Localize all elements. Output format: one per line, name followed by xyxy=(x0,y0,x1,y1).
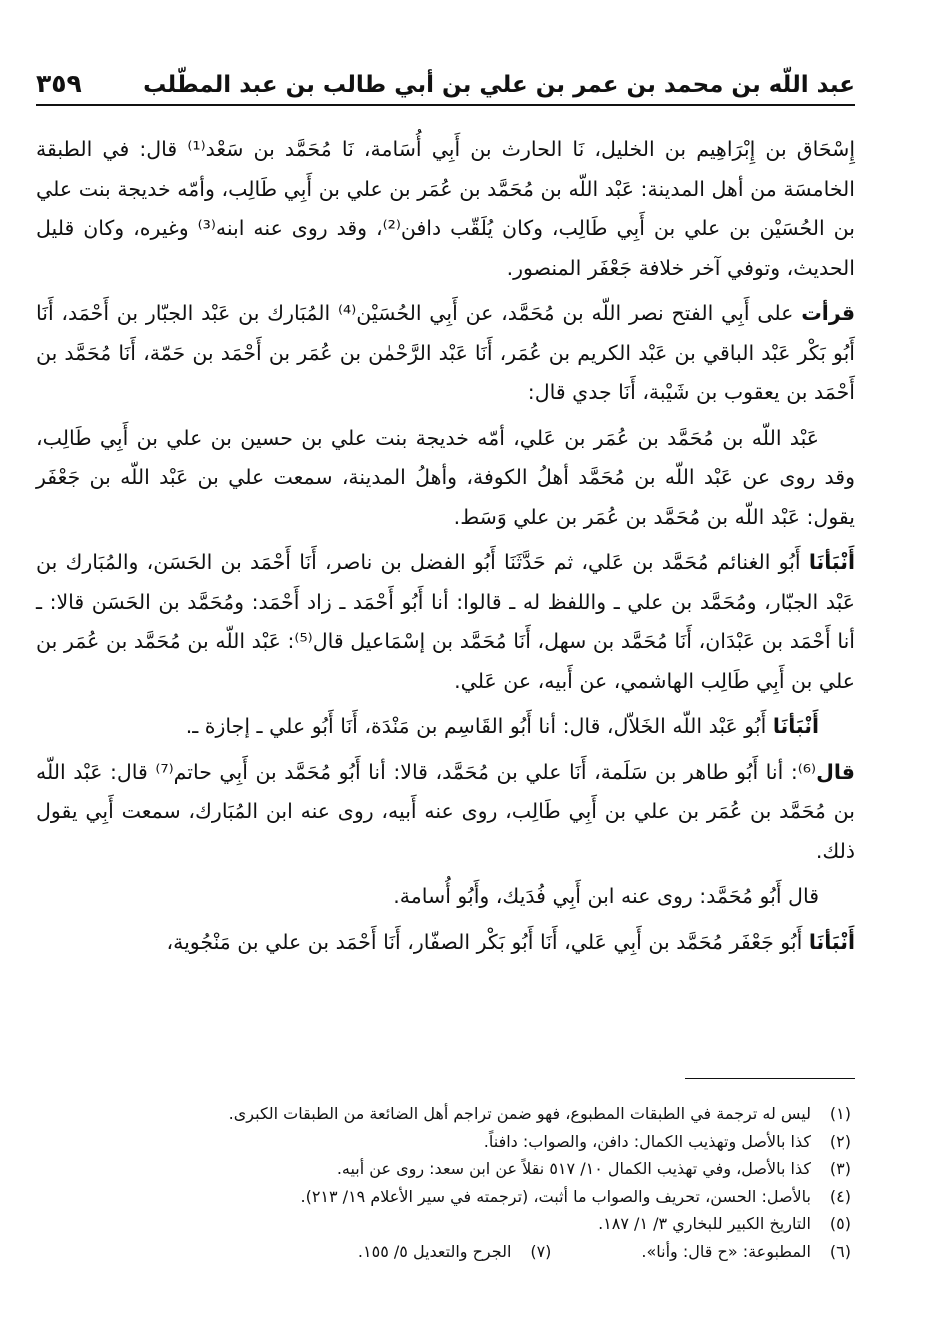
paragraph-text: أَبُو عَبْد اللّه الخَلاّل، قال: أنا أَبُو القَاسِم بن مَنْدَة، أَنَا أَبُو علي ـ إجازة ـ. xyxy=(185,714,773,738)
footnote xyxy=(36,1183,851,1211)
footnote-divider xyxy=(685,1078,855,1079)
footnote-number: (٧) xyxy=(530,1241,552,1261)
footnote xyxy=(358,1238,552,1266)
footnote xyxy=(36,1128,851,1156)
footnote-row xyxy=(36,1238,851,1266)
page-header xyxy=(36,66,855,106)
paragraph-text: قال أَبُو مُحَمَّد: روى عنه ابن أَبِي فُدَيك، وأَبُو أُسامة. xyxy=(393,884,819,908)
paragraph xyxy=(36,753,855,872)
paragraph-text: أَبُو جَعْفَر مُحَمَّد بن أَبِي عَلي، أَنَا أَبُو بَكْر الصفّار، أَنَا أَحْمَد بن علي بن مَنْجُوية، xyxy=(166,929,809,954)
footnote-number: (٤) xyxy=(829,1186,851,1206)
running-title: عبد اللّه بن محمد بن عمر بن علي بن أبي طالب بن عبد المطّلب xyxy=(143,72,855,98)
paragraph xyxy=(36,294,855,413)
page-number: ٣٥٩ xyxy=(36,69,82,98)
footnote-number: (١) xyxy=(829,1104,851,1123)
paragraph xyxy=(36,419,855,538)
paragraph-lead: أَنْبَأنَا xyxy=(772,714,819,738)
paragraph-lead: قال xyxy=(816,759,855,784)
paragraph xyxy=(36,923,855,963)
paragraph-lead: قرأت xyxy=(801,301,855,325)
footnote-number: (٣) xyxy=(829,1159,851,1178)
footnote xyxy=(36,1155,851,1183)
paragraph-text: على أَبِي الفتح نصر اللّه بن مُحَمَّد، عن أَبِي الحُسَيْن⁽⁴⁾ المُبَارك بن عَبْد الجبّار بن أَحْمَد، أَنَا أَبُو بَكْر عَبْد الباقي بن عَبْد الكريم بن عُمَر، أَنَا عَبْد الرَّحْمٰن بن عُمَر بن أَحْمَد بن حَمّة، أَنَا مُحَمَّد بن أَحْمَد بن يعقوب بن شَيْبة، أَنَا جدي قال: xyxy=(36,301,855,404)
footnote-text: التاريخ الكبير للبخاري ٣/ ١/ ١٨٧. xyxy=(598,1214,811,1233)
footnotes xyxy=(36,1100,851,1265)
paragraph-text: إِسْحَاق بن إِبْرَاهِيم بن الخليل، نَا الحارث بن أَبِي أُسَامة، نَا مُحَمَّد بن سَعْد⁽¹⁾ قال: في الطبقة الخامسَة من أهل المدينة: عَبْد اللّه بن مُحَمَّد بن عُمَر بن علي بن أَبِي طَالِب، وأمّه خديجة بنت علي بن الحُسَيْن بن علي بن أَبِي طَالِب، وكان يُلَقّب دافن⁽²⁾، وقد روى عنه ابنه⁽³⁾ وغيره، وكان قليل الحديث، وتوفي آخر خلافة جَعْفَر المنصور. xyxy=(36,137,856,280)
paragraph xyxy=(36,877,855,917)
paragraph xyxy=(36,707,855,747)
paragraph-text: عَبْد اللّه بن مُحَمَّد بن عُمَر بن عَلي، أمّه خديجة بنت علي بن حسين بن علي بن أَبِي طَالِب، وقد روى عن عَبْد اللّه بن مُحَمَّد أهلُ الكوفة، وأهلُ المدينة، سمعت علي بن عَبْد اللّه بن جَعْفَر يقول: عَبْد اللّه بن مُحَمَّد بن عُمَر بن علي وَسَط. xyxy=(36,425,855,529)
footnote-text: الجرح والتعديل ٥/ ١٥٥. xyxy=(357,1241,512,1261)
paragraph-text: أَبُو الغنائم مُحَمَّد بن عَلي، ثم حَدَّثَنَا أَبُو الفضل بن ناصر، أَنَا أَحْمَد بن الحَسَن، والمُبَارك بن عَبْد الجبّار، ومُحَمَّد بن علي ـ واللفظ له ـ قالوا: أنا أَبُو أَحْمَد ـ زاد أَحْمَد: ومُحَمَّد بن الحَسَن قالا: ـ أنا أَحْمَد بن عَبْدَان، أَنَا مُحَمَّد بن سهل، أَنَا مُحَمَّد بن إسْمَاعيل قال⁽⁵⁾: عَبْد اللّه بن مُحَمَّد بن عُمَر بن علي بن أَبِي طَالِب الهاشمي، عن أَبيه، عن عَلي. xyxy=(36,550,856,693)
paragraph-text: ⁽⁶⁾: أنا أَبُو طاهر بن سَلَمة، أَنَا علي بن مُحَمَّد، قالا: أنا أَبُو مُحَمَّد بن أَبِي حاتم⁽⁷⁾ قال: عَبْد اللّه بن مُحَمَّد بن عُمَر بن علي بن أَبِي طَالِب، روى عنه أَبيه، روى عنه ابن المُبَارك، سمعت أَبِي يقول ذلك. xyxy=(36,759,855,863)
footnote-text: بالأصل: الحسن، تحريف والصواب ما أثبت، (ترجمته في سير الأعلام ١٩/ ٢١٣). xyxy=(300,1186,811,1206)
footnote-text: ليس له ترجمة في الطبقات المطبوع، فهو ضمن تراجم أهل الضائعة من الطبقات الكبرى. xyxy=(228,1104,811,1123)
main-text xyxy=(36,130,855,968)
footnote-number: (٢) xyxy=(829,1131,851,1151)
footnote xyxy=(36,1100,851,1128)
footnote xyxy=(36,1210,851,1238)
paragraph-lead: أَنْبَأنَا xyxy=(808,550,855,574)
paragraph-lead: أَنْبَأنَا xyxy=(808,929,855,954)
footnote-text: المطبوعة: «ح قال: وأنا». xyxy=(641,1241,811,1261)
footnote-text: كذا بالأصل، وفي تهذيب الكمال ١٠/ ٥١٧ نقلاً عن ابن سعد: روى عن أبيه. xyxy=(336,1159,811,1178)
footnote-number: (٥) xyxy=(829,1214,851,1233)
footnote-text: كذا بالأصل وتهذيب الكمال: دافن، والصواب: دافناً. xyxy=(483,1131,811,1151)
footnote xyxy=(641,1238,851,1266)
footnote-number: (٦) xyxy=(829,1241,851,1261)
paragraph xyxy=(36,130,855,288)
paragraph xyxy=(36,543,855,701)
